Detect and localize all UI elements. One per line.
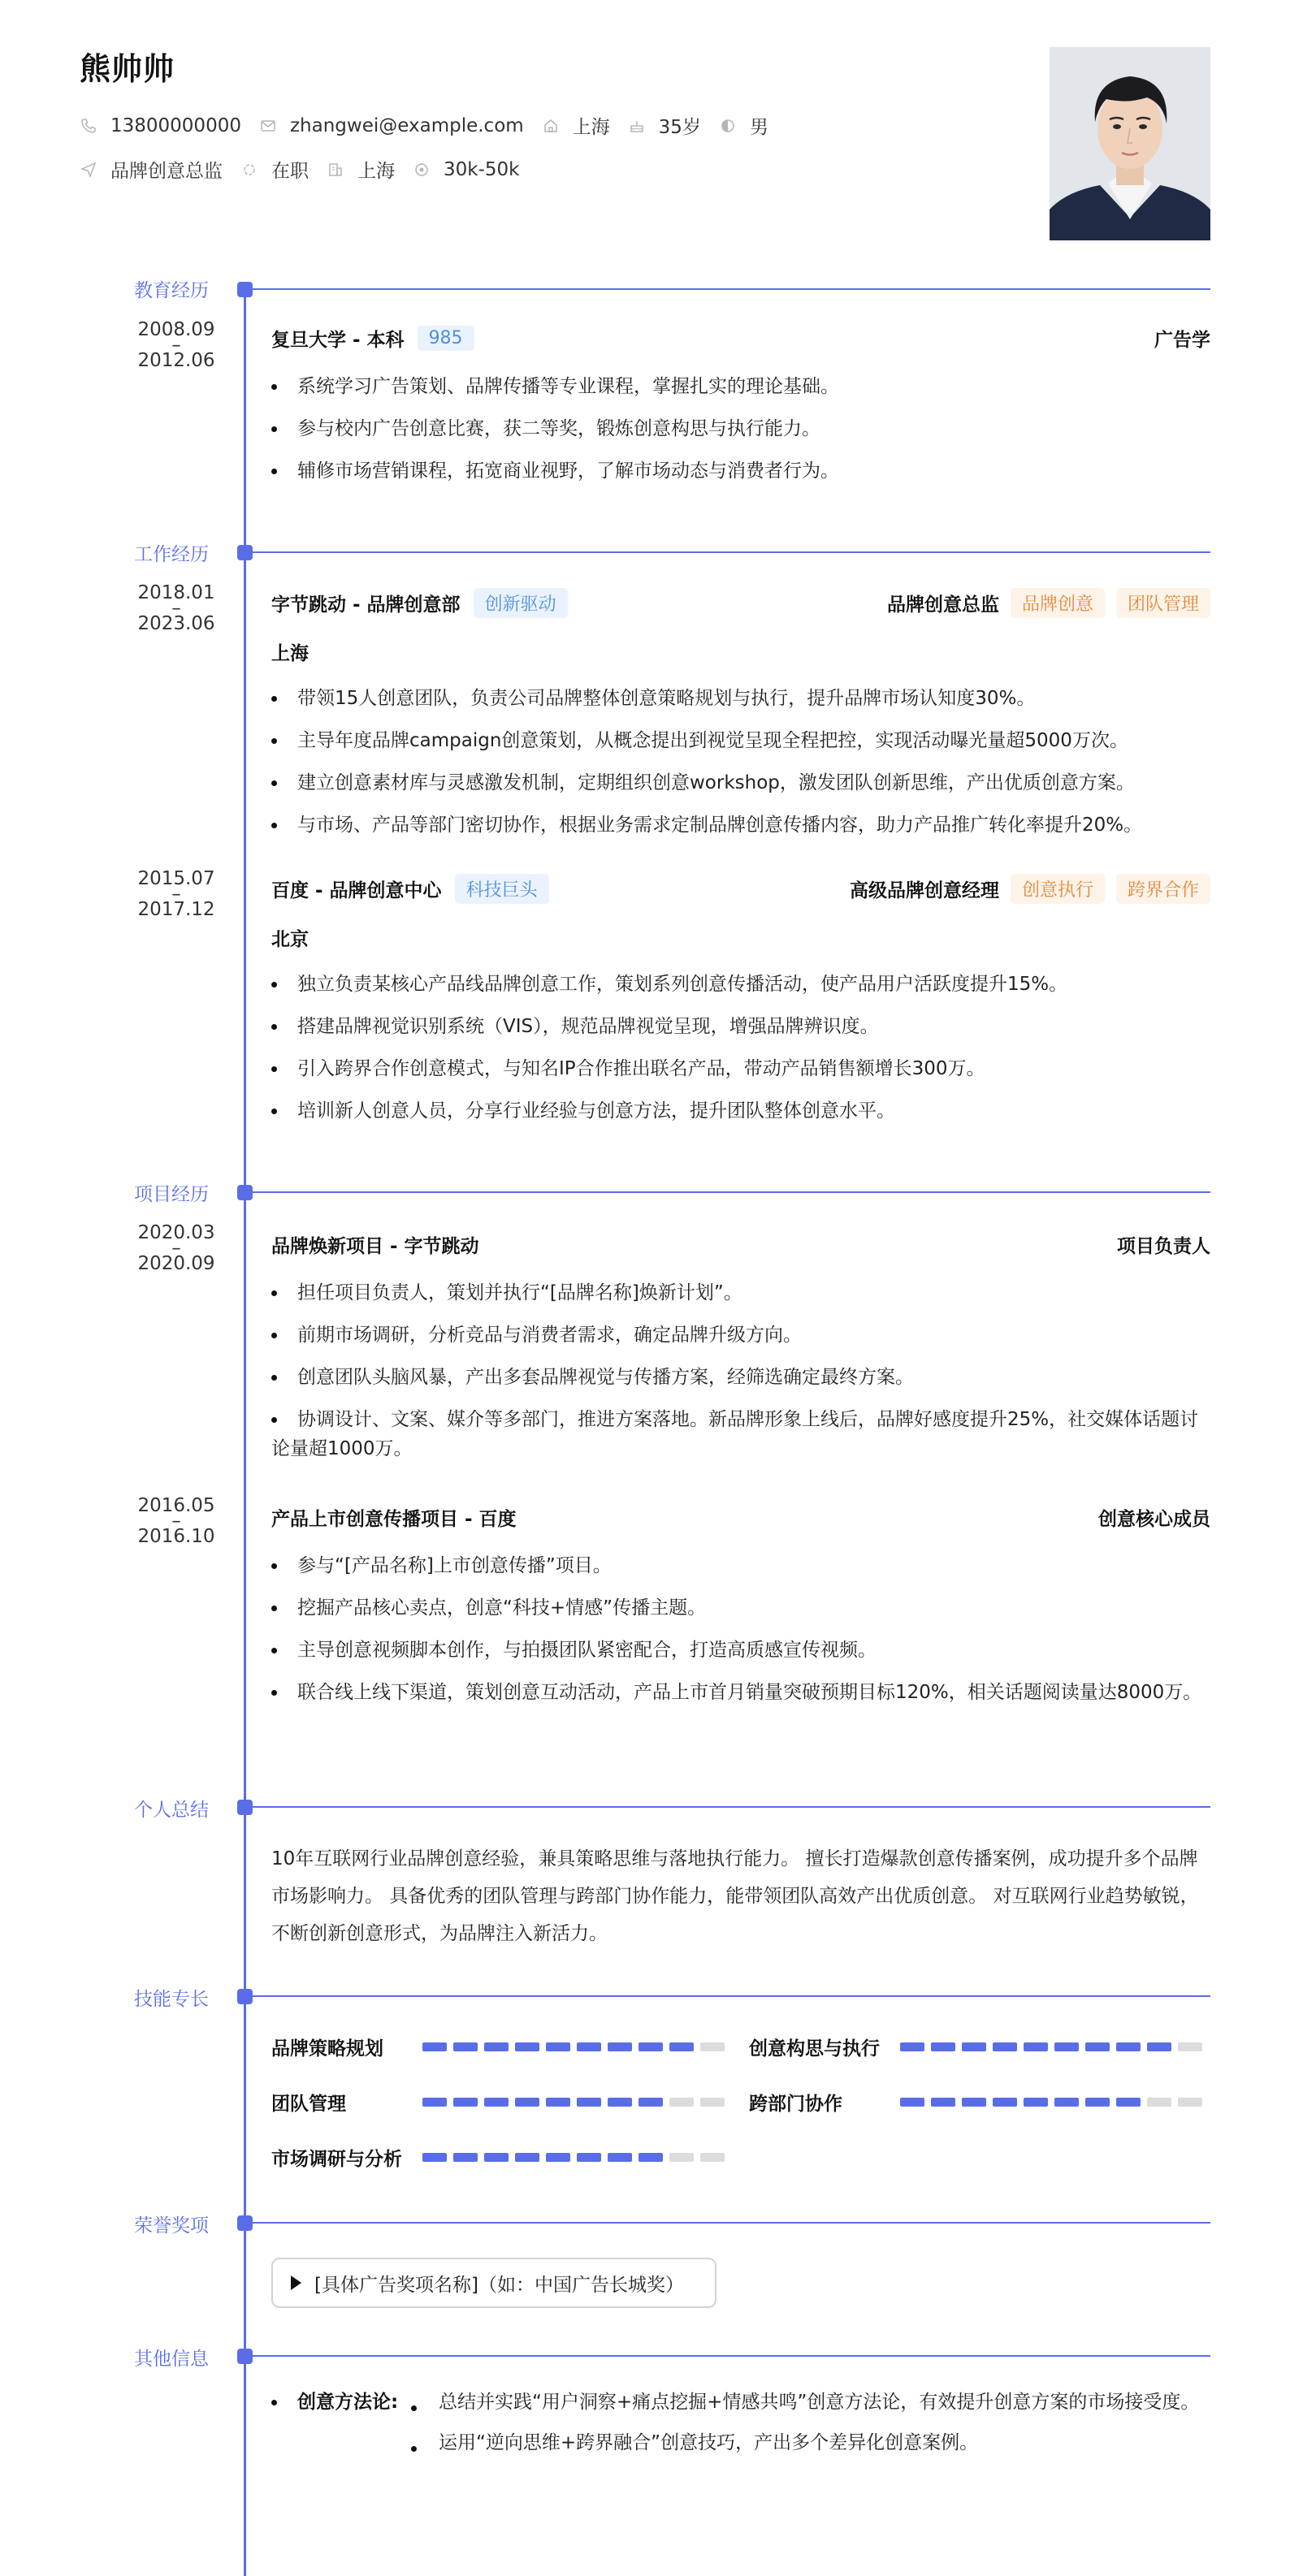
skill-segment-filled <box>993 2098 1017 2107</box>
skill-segment-filled <box>515 2098 539 2107</box>
role-wrap <box>850 874 1210 904</box>
salary-text: 30k-50k <box>444 158 520 180</box>
award-item[interactable] <box>271 2258 716 2308</box>
skill-segment-filled <box>453 2153 478 2162</box>
skill-segment-filled <box>669 2042 694 2051</box>
skill-segment-filled <box>962 2098 986 2107</box>
company-tag: 创新驱动 <box>474 588 568 618</box>
education-bullets <box>271 372 1210 499</box>
skill-segment-filled <box>900 2098 924 2107</box>
work-city: 上海 <box>271 643 309 664</box>
gender-icon <box>719 117 737 135</box>
list-item: 创意团队头脑风暴，产出多套品牌视觉与传播方案，经筛选确定最终方案。 <box>271 1363 1210 1392</box>
phone-icon <box>80 117 97 135</box>
skill-item <box>749 2034 1209 2060</box>
section-divider <box>252 2355 1210 2357</box>
skill-bar <box>422 2042 731 2051</box>
skill-segment-filled <box>546 2153 570 2162</box>
skill-segment-filled <box>962 2042 986 2051</box>
section-marker <box>237 1185 253 1200</box>
skill-segment-filled <box>931 2042 955 2051</box>
phone-text: 13800000000 <box>110 115 241 136</box>
list-item: 系统学习广告策划、品牌传播等专业课程，掌握扎实的理论基础。 <box>271 372 1210 401</box>
city-text: 上海 <box>357 161 395 182</box>
section-title-other: 其他信息 <box>134 2349 209 2370</box>
role-wrap <box>1098 1504 1210 1531</box>
age-text: 35岁 <box>658 117 701 138</box>
project-bullets <box>271 1278 1210 1476</box>
role-wrap <box>1117 1231 1210 1258</box>
skill-segment-filled <box>577 2042 601 2051</box>
expand-triangle-icon <box>291 2276 301 2290</box>
skill-segment-filled <box>577 2153 601 2162</box>
role-tag: 团队管理 <box>1116 588 1210 618</box>
project-name: 品牌焕新项目 - 字节跳动 <box>271 1236 479 1257</box>
date-range <box>122 583 231 633</box>
section-divider <box>252 1806 1210 1808</box>
skill-segment-filled <box>1085 2098 1110 2107</box>
gender-info <box>719 112 768 139</box>
role-tag: 跨界合作 <box>1116 874 1210 904</box>
section-title-education: 教育经历 <box>134 280 209 301</box>
list-item: 辅修市场营销课程，拓宽商业视野，了解市场动态与消费者行为。 <box>271 456 1210 486</box>
skill-segment-filled <box>1147 2042 1171 2051</box>
skill-segment-filled <box>515 2153 539 2162</box>
date-range <box>122 1223 231 1273</box>
skill-item <box>271 2144 731 2171</box>
list-item: 与市场、产品等部门密切协作，根据业务需求定制品牌创意传播内容，助力产品推广转化率提升20%。 <box>271 810 1210 840</box>
date-dash: – <box>171 1511 181 1532</box>
skill-segment-filled <box>453 2042 478 2051</box>
skill-segment-filled <box>1054 2098 1079 2107</box>
list-item: 培训新人创意人员，分享行业经验与创意方法，提升团队整体创意水平。 <box>271 1096 1210 1126</box>
skill-segment-filled <box>546 2042 570 2051</box>
skill-segment-filled <box>422 2042 447 2051</box>
project-role: 创意核心成员 <box>1098 1509 1210 1530</box>
date-end: 2023.06 <box>137 613 215 634</box>
summary-text: 10年互联网行业品牌创意经验，兼具策略思维与落地执行能力。 擅长打造爆款创意传播案例，成功提升多个品牌市场影响力。 具备优秀的团队管理与跨部门协作能力，能带领团队高效产出优质创意。 对互联网行业趋势敏锐，不断创新创意形式，为品牌注入新活力。 <box>271 1848 1199 1944</box>
other-list <box>411 2388 1210 2457</box>
skill-segment-filled <box>577 2098 601 2107</box>
skill-segment-filled <box>1024 2098 1048 2107</box>
location-text: 上海 <box>572 117 610 138</box>
education-header <box>271 325 1210 352</box>
date-start: 2008.09 <box>137 319 215 340</box>
list-item: 带领15人创意团队，负责公司品牌整体创意策略规划与执行，提升品牌市场认知度30%。 <box>271 684 1210 713</box>
work-bullets <box>271 970 1210 1139</box>
cake-icon <box>628 117 646 135</box>
skill-segment-filled <box>900 2042 924 2051</box>
section-marker <box>237 2349 253 2364</box>
skill-segment-filled <box>453 2098 478 2107</box>
list-item: 独立负责某核心产品线品牌创意工作，策划系列创意传播活动，使产品用户活跃度提升15%。 <box>271 970 1210 999</box>
skill-name: 品牌策略规划 <box>271 2038 383 2060</box>
date-end: 2016.10 <box>137 1526 215 1547</box>
date-start: 2016.05 <box>137 1495 215 1516</box>
role-tag: 品牌创意 <box>1011 588 1105 618</box>
section-divider <box>252 2222 1210 2224</box>
skill-segment-filled <box>422 2153 447 2162</box>
contact-row <box>80 112 786 139</box>
candidate-name: 熊帅帅 <box>80 51 175 87</box>
skill-item <box>271 2034 731 2060</box>
skill-segment-filled <box>931 2098 955 2107</box>
section-divider <box>252 288 1210 290</box>
skill-segment-empty <box>669 2153 694 2162</box>
send-icon <box>80 161 97 179</box>
job-row <box>80 156 537 183</box>
skill-bar <box>422 2153 731 2162</box>
skill-segment-filled <box>546 2098 570 2107</box>
section-divider <box>252 551 1210 553</box>
company-tag: 科技巨头 <box>455 874 549 904</box>
email-info <box>259 115 524 136</box>
skill-segment-filled <box>422 2098 447 2107</box>
list-item: 联合线上线下渠道，策划创意互动活动，产品上市首月销量突破预期目标120%，相关话题阅读量达8000万。 <box>271 1678 1210 1707</box>
section-marker <box>237 2215 253 2231</box>
skill-segment-filled <box>1116 2098 1141 2107</box>
skill-name: 团队管理 <box>271 2094 346 2115</box>
gender-text: 男 <box>749 117 768 138</box>
date-end: 2020.09 <box>137 1253 215 1274</box>
skill-item <box>271 2089 731 2116</box>
project-header <box>271 1231 1210 1258</box>
date-start: 2015.07 <box>137 868 215 889</box>
age-info <box>628 112 701 139</box>
skill-segment-filled <box>639 2153 663 2162</box>
skill-segment-empty <box>700 2042 725 2051</box>
phone-info <box>80 115 241 136</box>
skill-segment-filled <box>608 2153 632 2162</box>
date-end: 2012.06 <box>137 350 215 371</box>
date-end: 2017.12 <box>137 899 215 920</box>
list-item: 协调设计、文案、媒介等多部门，推进方案落地。新品牌形象上线后，品牌好感度提升25%，社交媒体话题讨论量超1000万。 <box>271 1405 1210 1463</box>
section-title-work: 工作经历 <box>134 544 209 565</box>
skill-segment-filled <box>1116 2042 1141 2051</box>
role-wrap <box>887 588 1210 618</box>
work-bullets <box>271 684 1210 853</box>
date-dash: – <box>171 598 181 619</box>
status-text: 在职 <box>271 161 309 182</box>
role-tag: 创意执行 <box>1011 874 1105 904</box>
status-icon <box>240 161 258 179</box>
home-icon <box>542 117 560 135</box>
skill-segment-filled <box>608 2042 632 2051</box>
date-start: 2020.03 <box>137 1222 215 1243</box>
list-item: 引入跨界合作创意模式，与知名IP合作推出联名产品，带动产品销售额增长300万。 <box>271 1054 1210 1083</box>
company-name: 字节跳动 - 品牌创意部 <box>271 594 461 616</box>
job-role: 品牌创意总监 <box>886 594 999 616</box>
skill-segment-filled <box>993 2042 1017 2051</box>
date-dash: – <box>171 335 181 356</box>
coin-icon <box>413 161 431 179</box>
skill-segment-empty <box>1147 2098 1171 2107</box>
skill-item <box>749 2089 1209 2116</box>
section-divider <box>252 1191 1210 1193</box>
list-item: 挖掘产品核心卖点，创意“科技+情感”传播主题。 <box>271 1593 1210 1623</box>
skill-segment-empty <box>1178 2098 1202 2107</box>
award-text: [具体广告奖项名称]（如：中国广告长城奖） <box>314 2274 684 2296</box>
skill-segment-filled <box>484 2042 509 2051</box>
list-item: 主导年度品牌campaign创意策划，从概念提出到视觉呈现全程把控，实现活动曝光量超5000万次。 <box>271 726 1210 755</box>
mail-icon <box>259 117 277 135</box>
skill-name: 跨部门协作 <box>749 2094 842 2115</box>
list-item: 搭建品牌视觉识别系统（VIS），规范品牌视觉呈现，增强品牌辨识度。 <box>271 1012 1210 1041</box>
city-info <box>327 156 395 183</box>
skill-segment-empty <box>1178 2042 1202 2051</box>
section-title-awards: 荣誉奖项 <box>134 2215 209 2237</box>
skill-segment-empty <box>700 2153 725 2162</box>
project-name: 产品上市创意传播项目 - 百度 <box>271 1509 517 1530</box>
school-name: 复旦大学 - 本科 <box>271 330 405 351</box>
skill-segment-filled <box>639 2098 663 2107</box>
job-role: 高级品牌创意经理 <box>849 880 999 901</box>
work-header <box>271 874 1210 904</box>
skill-name: 创意构思与执行 <box>749 2038 880 2060</box>
section-marker <box>237 1989 253 2004</box>
school-tag: 985 <box>418 326 474 351</box>
list-item: 运用“逆向思维+跨界融合”创意技巧，产出多个差异化创意案例。 <box>411 2428 1210 2457</box>
date-dash: – <box>171 1238 181 1259</box>
section-title-skills: 技能专长 <box>134 1989 209 2010</box>
major-name: 广告学 <box>1154 330 1210 351</box>
skill-segment-empty <box>700 2098 725 2107</box>
other-label: 创意方法论: <box>297 2392 399 2413</box>
project-bullets <box>271 1551 1210 1720</box>
list-item: 担任项目负责人，策划并执行“[品牌名称]焕新计划”。 <box>271 1278 1210 1307</box>
work-header <box>271 588 1210 618</box>
status-info <box>240 156 309 183</box>
email-text: zhangwei@example.com <box>289 115 524 136</box>
project-role: 项目负责人 <box>1117 1236 1210 1257</box>
major-wrap <box>1154 325 1210 352</box>
profile-photo <box>1050 47 1210 240</box>
list-item: 参与“[产品名称]上市创意传播”项目。 <box>271 1551 1210 1580</box>
skill-name: 市场调研与分析 <box>271 2149 402 2170</box>
salary-info <box>413 159 519 180</box>
list-item: 前期市场调研，分析竞品与消费者需求，确定品牌升级方向。 <box>271 1320 1210 1350</box>
section-marker <box>237 545 253 560</box>
project-header <box>271 1504 1210 1531</box>
skill-segment-empty <box>669 2098 694 2107</box>
company-name: 百度 - 品牌创意中心 <box>271 880 442 901</box>
date-range <box>122 869 231 919</box>
skill-segment-filled <box>484 2098 509 2107</box>
skill-bar <box>900 2098 1209 2107</box>
section-marker <box>237 282 253 297</box>
bullet-dot <box>271 2400 277 2405</box>
position-info <box>80 156 223 183</box>
date-dash: – <box>171 884 181 905</box>
date-start: 2018.01 <box>137 582 215 603</box>
work-city: 北京 <box>271 929 309 950</box>
date-range <box>122 1496 231 1546</box>
list-item: 参与校内广告创意比赛，获二等奖，锻炼创意构思与执行能力。 <box>271 414 1210 443</box>
section-title-summary: 个人总结 <box>134 1800 209 1821</box>
section-marker <box>237 1800 253 1815</box>
timeline-line <box>244 289 246 2576</box>
skill-segment-filled <box>1054 2042 1079 2051</box>
skill-bar <box>422 2098 731 2107</box>
list-item: 主导创意视频脚本创作，与拍摄团队紧密配合，打造高质感宣传视频。 <box>271 1636 1210 1665</box>
position-text: 品牌创意总监 <box>110 161 223 182</box>
date-range <box>122 320 231 370</box>
skill-segment-filled <box>515 2042 539 2051</box>
skill-segment-filled <box>608 2098 632 2107</box>
list-item: 总结并实践“用户洞察+痛点挖掘+情感共鸣”创意方法论，有效提升创意方案的市场接受度。 <box>411 2388 1210 2417</box>
building-icon <box>327 161 344 179</box>
skill-bar <box>900 2042 1209 2051</box>
list-item: 建立创意素材库与灵感激发机制，定期组织创意workshop，激发团队创新思维，产出优质创意方案。 <box>271 768 1210 797</box>
section-title-projects: 项目经历 <box>134 1184 209 1205</box>
skill-segment-filled <box>1024 2042 1048 2051</box>
skill-segment-filled <box>484 2153 509 2162</box>
location-info <box>542 112 610 139</box>
section-divider <box>252 1995 1210 1997</box>
skill-segment-filled <box>639 2042 663 2051</box>
skill-segment-filled <box>1085 2042 1110 2051</box>
